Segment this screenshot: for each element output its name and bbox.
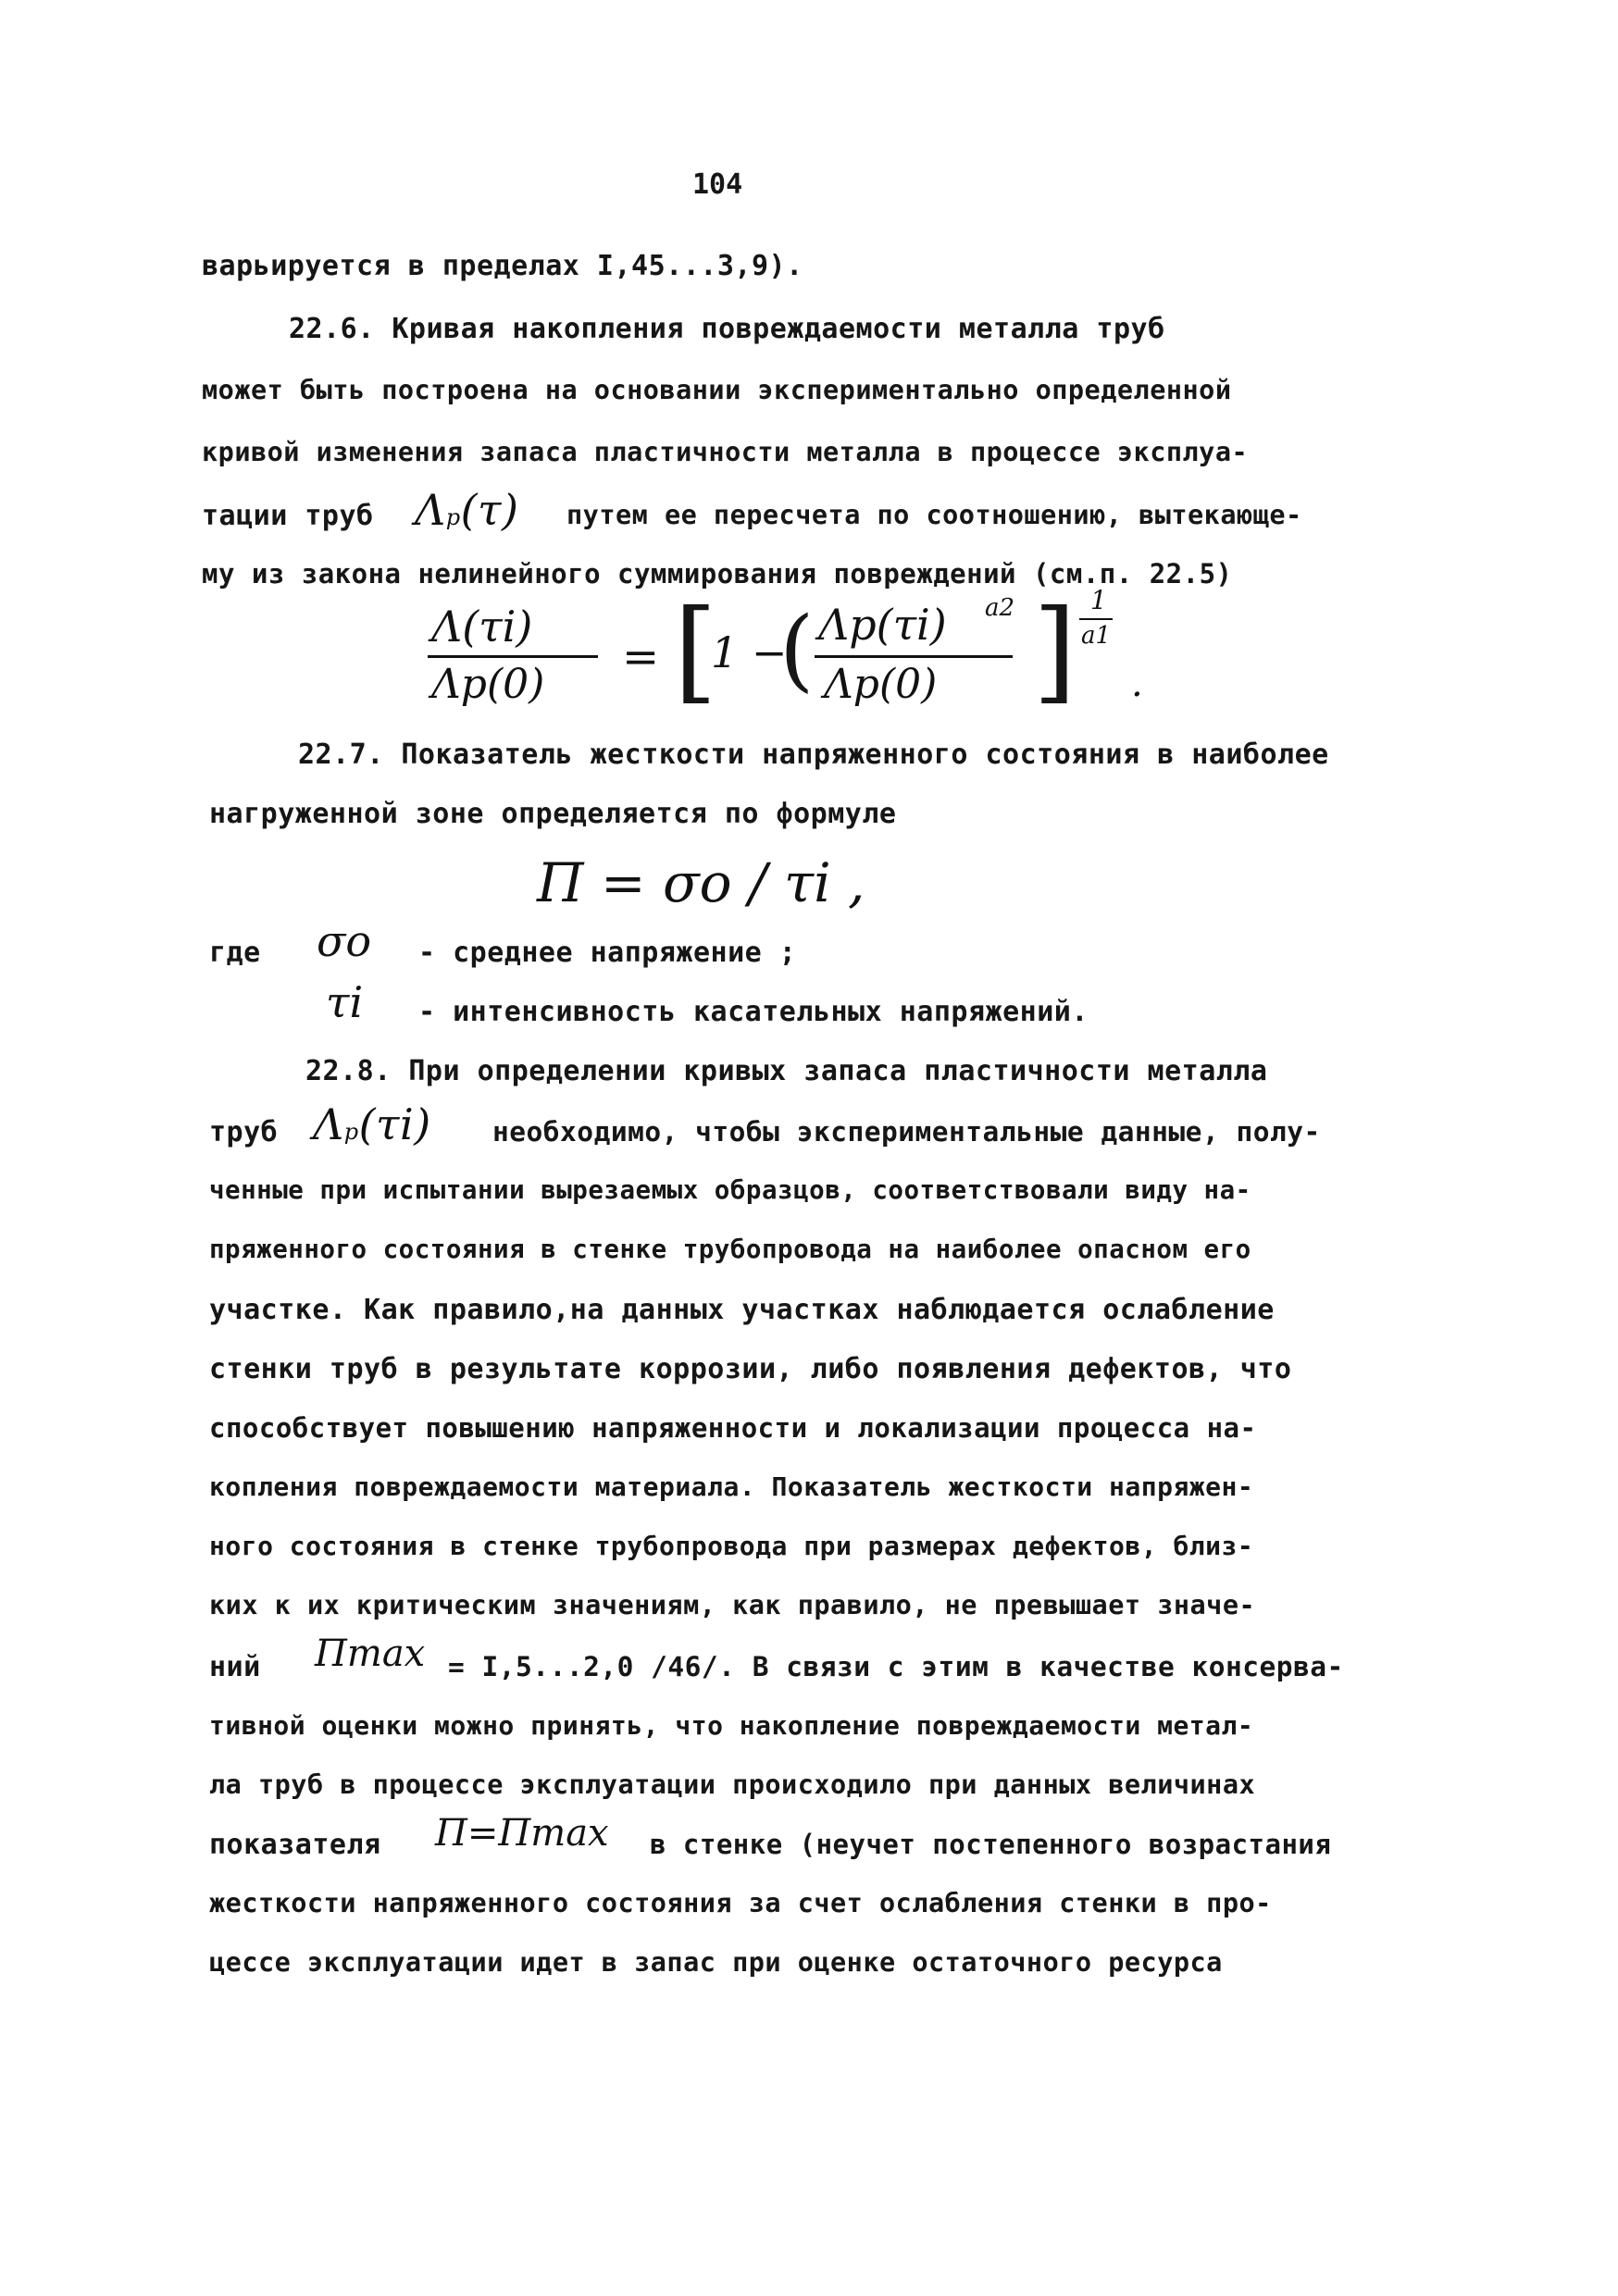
text-line: нагруженной зоне определяется по формуле [209, 798, 897, 830]
text-line: пряженного состояния в стенке трубопровода на наиболее опасном его [209, 1235, 1251, 1264]
formula-right-numerator: Λp(τi) [818, 600, 947, 650]
text-line: жесткости напряженного состояния за счет ослабления стенки в про- [209, 1888, 1272, 1918]
text-line: му из закона нелинейного суммирования повреждений (см.п. 22.5) [202, 558, 1233, 590]
text-line: ла труб в процессе эксплуатации происходило при данных величинах [209, 1769, 1256, 1800]
text-line: - интенсивность касательных напряжений. [418, 996, 1089, 1028]
formula-exponent-denominator: a1 [1081, 622, 1112, 650]
text-line: варьируется в пределах I,45...3,9). [202, 250, 803, 282]
lambda-p-tau-symbol: Λp(τ) [415, 485, 519, 535]
stress-state-formula: П = σo / τi , [537, 851, 865, 914]
text-line: необходимо, чтобы экспериментальные данные, полу- [492, 1116, 1321, 1148]
text-line: в стенке (неучет постепенного возрастания [650, 1829, 1332, 1860]
formula-equals: = [622, 631, 660, 683]
text-line: участке. Как правило,на данных участках наблюдается ослабление [209, 1294, 1275, 1326]
formula-right-fraction-bar [815, 655, 1013, 658]
formula-right-denominator: Λp(0) [824, 661, 938, 708]
text-line: 22.6. Кривая накопления повреждаемости металла труб [289, 313, 1165, 345]
sigma-o-symbol: σo [317, 916, 372, 966]
text-line: тивной оценки можно принять, что накопление повреждаемости метал- [209, 1710, 1254, 1741]
text-line: способствует повышению напряженности и локализации процесса на- [209, 1412, 1257, 1444]
lambda-p-tau-i-symbol: Λp(τi) [313, 1099, 431, 1149]
text-line: путем ее пересчета по соотношению, вытекающе- [566, 500, 1302, 530]
pi-max-symbol: Пmax [315, 1632, 426, 1675]
text-line: ких к их критическим значениям, как правило, не превышает значе- [209, 1590, 1256, 1620]
text-line: 22.8. При определении кривых запаса пластичности металла [305, 1055, 1268, 1087]
text-line: труб [209, 1116, 279, 1148]
formula-exponent-numerator: 1 [1090, 585, 1107, 615]
text-line: где [209, 937, 261, 969]
text-line: ного состояния в стенке трубопровода при размерах дефектов, близ- [209, 1531, 1254, 1561]
text-line: копления повреждаемости материала. Показатель жесткости напряжен- [209, 1471, 1254, 1502]
text-line: - среднее напряжение ; [418, 937, 797, 969]
formula-left-bracket: [ [674, 587, 717, 715]
formula-left-denominator: Λp(0) [431, 661, 545, 708]
text-line: цессе эксплуатации идет в запас при оценке остаточного ресурса [209, 1947, 1223, 1978]
text-line: ченные при испытании вырезаемых образцов, соответствовали виду на- [209, 1175, 1251, 1205]
text-line: 22.7. Показатель жесткости напряженного состояния в наиболее [298, 738, 1329, 771]
page-number: 104 [692, 168, 743, 201]
formula-one-minus: 1 − [711, 627, 788, 677]
formula-left-paren: ( [779, 598, 815, 701]
text-line: = I,5...2,0 /46/. В связи с этим в качестве консерва- [448, 1651, 1344, 1682]
formula-period: . [1131, 663, 1143, 705]
formula-exponent-bar [1079, 618, 1113, 620]
tau-i-symbol: τi [326, 977, 364, 1027]
formula-exponent-a2: a2 [985, 594, 1015, 622]
formula-left-fraction-bar [428, 655, 598, 658]
formula-left-numerator: Λ(τi) [431, 602, 533, 652]
formula-right-bracket: ] [1033, 587, 1077, 715]
text-line: кривой изменения запаса пластичности металла в процессе эксплуа- [202, 437, 1249, 467]
text-line: стенки труб в результате коррозии, либо появления дефектов, что [209, 1353, 1292, 1385]
text-line: тации труб [202, 500, 374, 532]
text-line: может быть построена на основании экспериментально определенной [202, 375, 1232, 405]
text-line: показателя [209, 1829, 381, 1861]
pi-equals-pi-max: П=Пmax [435, 1812, 609, 1855]
text-line: ний [209, 1651, 261, 1683]
